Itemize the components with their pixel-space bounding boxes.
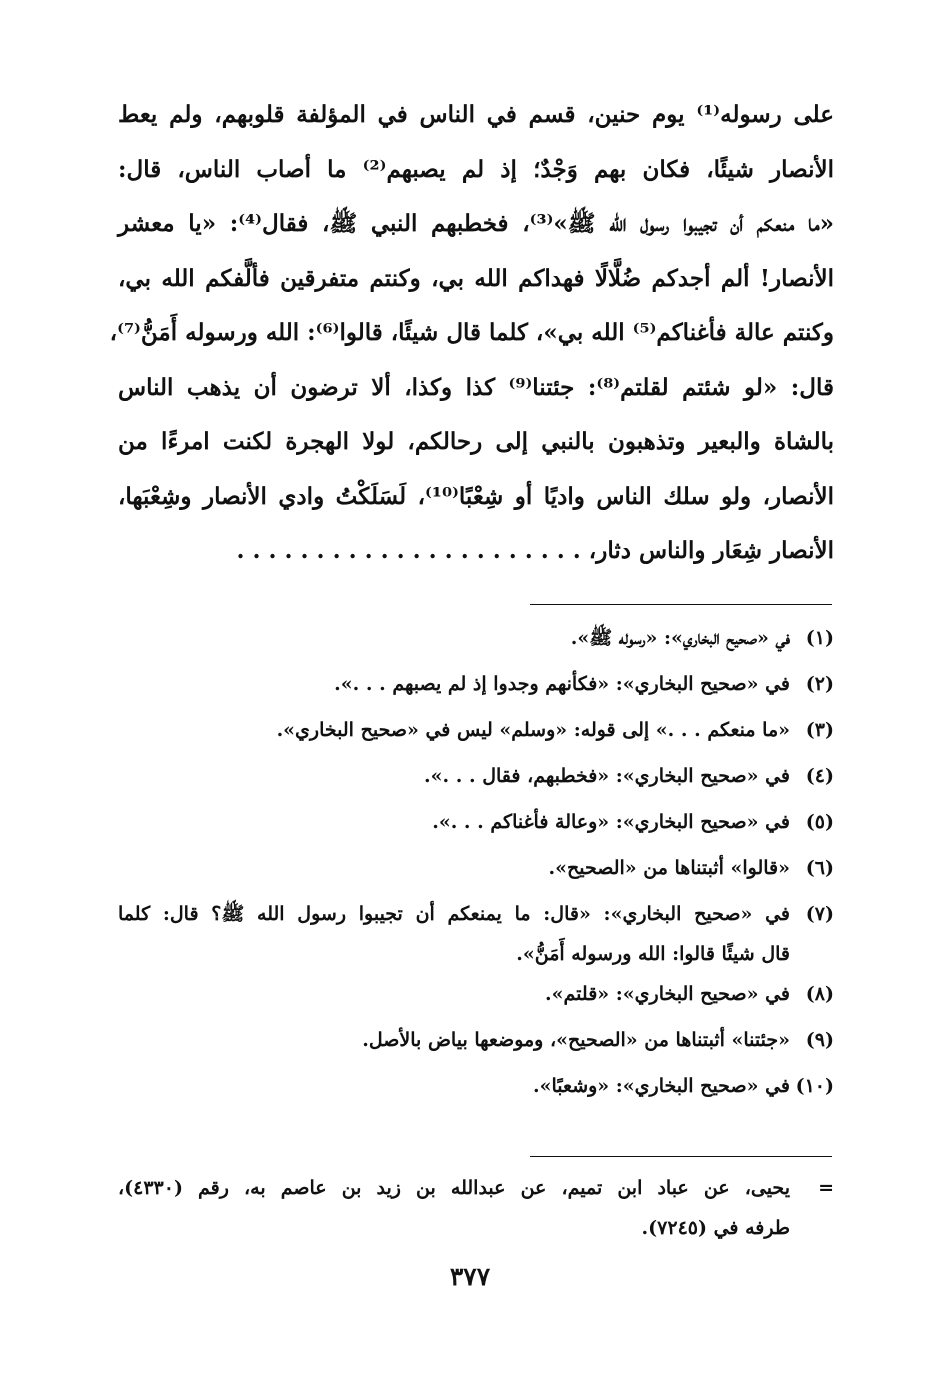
footnote-number: (٣): [805, 719, 834, 741]
footnote-number: (١): [805, 627, 834, 649]
footnotes-list: [118, 618, 834, 1112]
footnote-number: (٩): [805, 1029, 834, 1051]
footnote-text: [118, 974, 790, 1014]
main-text-line: «ما منعكم أن تجيبوا رسول الله ﷺ»⁽³⁾، فخطبهم النبي ﷺ، فقال⁽⁴⁾: «يا معشر: [118, 210, 835, 237]
continuation-mark: =: [818, 1177, 834, 1199]
footnote-number: (٤): [805, 765, 834, 787]
footnote-number: (١٠): [795, 1075, 834, 1097]
footnote-text: [118, 710, 790, 750]
main-text-line: الأنصار، ولو سلك الناس واديًا أو شِعْبًا⁽¹⁰⁾، لَسَلَكْتُ وادي الأنصار وشِعْبَها،: [118, 482, 835, 510]
footnote-number: (٢): [805, 673, 834, 695]
footnote-text: [118, 1020, 790, 1060]
footnote-item: [118, 618, 834, 664]
footnote-line: في «صحيح البخاري»: «فكأنهم وجدوا إذ لم يصبهم . . .».: [334, 673, 790, 695]
footnote-line: في «صحيح البخاري»: «وعالة فأغناكم . . .».: [432, 811, 790, 833]
footnote-text: [118, 802, 790, 842]
footnote-line: في «صحيح البخاري»: «وشعبًا».: [533, 1075, 790, 1097]
footnote-number: (٧): [805, 903, 834, 925]
footnote-text: [118, 848, 790, 888]
footnote-text: [118, 756, 790, 796]
main-text-line: قال: «لو شئتم لقلتم⁽⁸⁾: جئتنا⁽⁹⁾ كذا وكذا، ألا ترضون أن يذهب الناس: [118, 373, 834, 401]
footnote-item: [118, 802, 834, 848]
continuation-line: يحيى، عن عباد ابن تميم، عن عبدالله بن زيد بن عاصم به، رقم (٤٣٣٠)،: [118, 1177, 790, 1199]
main-text-block: [109, 88, 835, 579]
footnote-item: [118, 756, 834, 802]
footnote-item: [118, 848, 834, 894]
footnote-line: في «صحيح البخاري»: «قال: ما يمنعكم أن تجيبوا رسول الله ﷺ؟ قال: كلما: [118, 903, 790, 925]
footnote-text: [118, 664, 790, 704]
footnote-divider: [530, 604, 832, 605]
footnote-line: في «صحيح البخاري»: «رسوله ﷺ».: [570, 627, 790, 649]
footnote-number: (٨): [805, 983, 834, 1005]
continuation-line: طرفه في (٧٢٤٥).: [641, 1217, 790, 1239]
continuation-divider: [530, 1156, 832, 1157]
footnote-number: (٥): [805, 811, 834, 833]
footnote-line: «جئتنا» أثبتناها من «الصحيح»، وموضعها بياض بالأصل.: [362, 1029, 790, 1051]
main-text-line: الأنصار شيئًا، فكان بهم وَجْدٌ؛ إذ لم يصبهم⁽²⁾ ما أصاب الناس، قال:: [118, 155, 834, 183]
footnote-text: [118, 894, 790, 974]
main-text-line: الأنصار شِعَار والناس دثار، . . . . . . . . . . . . . . . . . . . . . .: [236, 537, 834, 564]
footnote-text: [118, 1066, 790, 1106]
previous-page-continuation: [118, 1168, 834, 1248]
footnote-text: [118, 618, 790, 658]
footnote-line: في «صحيح البخاري»: «قلتم».: [545, 983, 790, 1005]
footnote-item: [118, 1020, 834, 1066]
footnote-line: «ما منعكم . . .» إلى قوله: «وسلم» ليس في «صحيح البخاري».: [276, 719, 790, 741]
footnote-item: [118, 894, 834, 974]
main-text-line: بالشاة والبعير وتذهبون بالنبي إلى رحالكم، لولا الهجرة لكنت امرءًا من: [118, 428, 834, 455]
footnote-number: (٦): [805, 857, 834, 879]
footnote-item: [118, 710, 834, 756]
main-text-line: الأنصار! ألم أجدكم ضُلَّالًا فهداكم الله بي، وكنتم متفرقين فألَّفكم الله بي،: [118, 264, 834, 292]
footnote-line: في «صحيح البخاري»: «فخطبهم، فقال . . .».: [424, 765, 790, 787]
main-text-line: وكنتم عالة فأغناكم⁽⁵⁾ الله بي»، كلما قال شيئًا، قالوا⁽⁶⁾: الله ورسوله أَمَنُّ⁽⁷⁾،: [109, 319, 834, 346]
continuation-text: [118, 1168, 790, 1248]
footnote-item: [118, 664, 834, 710]
footnote-item: [118, 1066, 834, 1112]
footnote-item: [118, 974, 834, 1020]
footnote-line: «قالوا» أثبتناها من «الصحيح».: [548, 857, 790, 879]
main-text-line: على رسوله⁽¹⁾ يوم حنين، قسم في الناس في المؤلفة قلوبهم، ولم يعط: [118, 101, 835, 128]
footnote-line: قال شيئًا قالوا: الله ورسوله أَمَنُّ».: [516, 943, 790, 965]
page-number: ٣٧٧: [449, 1262, 491, 1291]
